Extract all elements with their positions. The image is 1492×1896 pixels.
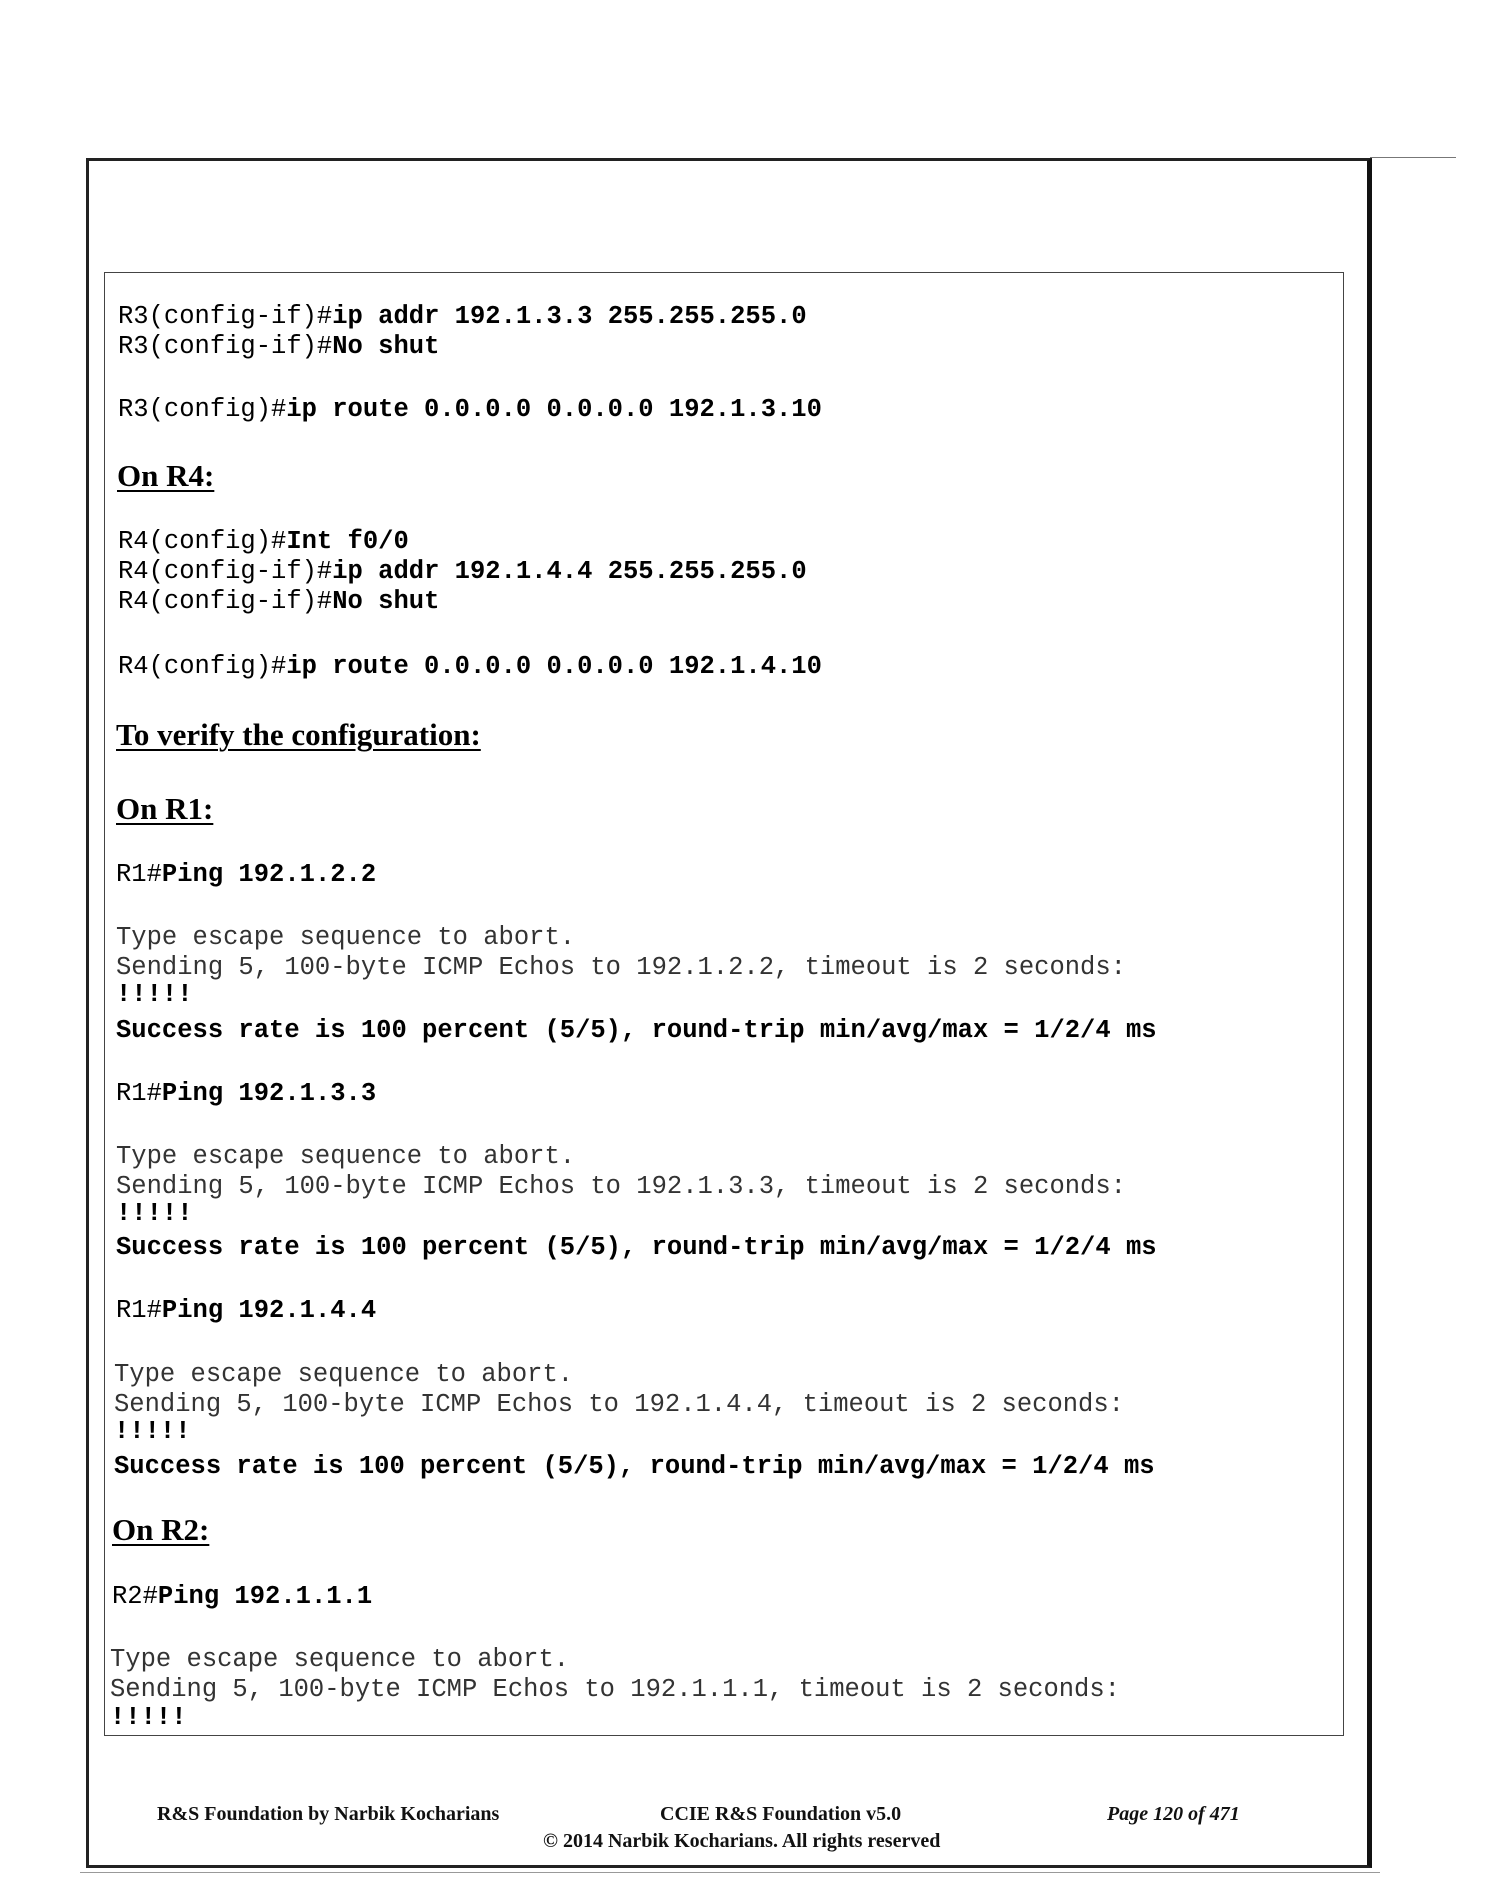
code-line: Success rate is 100 percent (5/5), round-trip min/avg/max = 1/2/4 ms xyxy=(116,1016,1157,1045)
code-line: Success rate is 100 percent (5/5), round-trip min/avg/max = 1/2/4 ms xyxy=(116,1233,1157,1262)
code-line: Type escape sequence to abort. xyxy=(110,1645,570,1674)
code-line: R3(config)#ip route 0.0.0.0 0.0.0.0 192.1.3.10 xyxy=(118,395,822,424)
code-line: !!!!! xyxy=(116,1199,193,1228)
code-line: R1#Ping 192.1.3.3 xyxy=(116,1079,377,1108)
footer-title: CCIE R&S Foundation v5.0 xyxy=(660,1803,902,1825)
footer-copyright: © 2014 Narbik Kocharians. All rights reserved xyxy=(543,1830,941,1852)
code-line: !!!!! xyxy=(110,1703,187,1732)
footer-author: R&S Foundation by Narbik Kocharians xyxy=(157,1803,500,1825)
code-line: Success rate is 100 percent (5/5), round-trip min/avg/max = 1/2/4 ms xyxy=(114,1452,1155,1481)
code-line: Sending 5, 100-byte ICMP Echos to 192.1.1.1, timeout is 2 seconds: xyxy=(110,1675,1120,1704)
content-box xyxy=(104,272,1344,1736)
bottom-rule xyxy=(80,1872,1380,1873)
code-line: Type escape sequence to abort. xyxy=(114,1360,574,1389)
code-line: Type escape sequence to abort. xyxy=(116,923,576,952)
top-rule xyxy=(1370,157,1456,158)
code-line: R3(config-if)#ip addr 192.1.3.3 255.255.255.0 xyxy=(118,302,807,331)
heading-on-r2: On R2: xyxy=(112,1512,210,1547)
code-line: R4(config)#ip route 0.0.0.0 0.0.0.0 192.1.4.10 xyxy=(118,652,822,681)
code-line: Sending 5, 100-byte ICMP Echos to 192.1.4.4, timeout is 2 seconds: xyxy=(114,1390,1124,1419)
code-line: R3(config-if)#No shut xyxy=(118,332,440,361)
footer-page-number: Page 120 of 471 xyxy=(1107,1803,1240,1825)
code-line: !!!!! xyxy=(114,1417,191,1446)
code-line: R4(config)#Int f0/0 xyxy=(118,527,409,556)
code-line: R1#Ping 192.1.4.4 xyxy=(116,1296,377,1325)
heading-verify: To verify the configuration: xyxy=(116,717,481,752)
heading-on-r1: On R1: xyxy=(116,791,214,826)
code-line: Sending 5, 100-byte ICMP Echos to 192.1.3.3, timeout is 2 seconds: xyxy=(116,1172,1126,1201)
code-line: Type escape sequence to abort. xyxy=(116,1142,576,1171)
code-line: R4(config-if)#No shut xyxy=(118,587,440,616)
heading-on-r4: On R4: xyxy=(117,458,215,493)
code-line: Sending 5, 100-byte ICMP Echos to 192.1.2.2, timeout is 2 seconds: xyxy=(116,953,1126,982)
code-line: !!!!! xyxy=(116,980,193,1009)
code-line: R1#Ping 192.1.2.2 xyxy=(116,860,377,889)
code-line: R2#Ping 192.1.1.1 xyxy=(112,1582,373,1611)
code-line: R4(config-if)#ip addr 192.1.4.4 255.255.255.0 xyxy=(118,557,807,586)
